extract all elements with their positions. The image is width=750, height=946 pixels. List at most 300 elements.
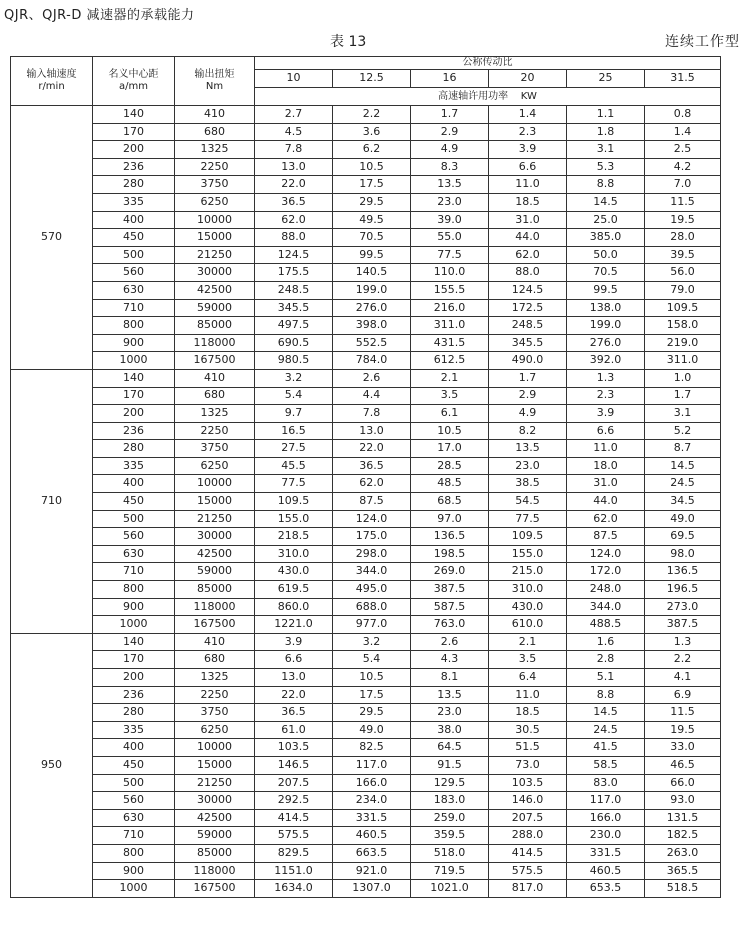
torque-cell: 6250 [175,193,255,211]
torque-cell: 680 [175,387,255,405]
table-row [11,633,721,651]
power-cell: 91.5 [411,756,489,774]
center-distance-cell: 400 [93,475,175,493]
power-cell: 2.1 [489,633,567,651]
power-cell: 921.0 [333,862,411,880]
power-cell: 155.0 [489,545,567,563]
power-cell: 2.6 [411,633,489,651]
power-cell: 1.8 [567,123,645,141]
power-cell: 158.0 [645,317,721,335]
power-cell: 495.0 [333,581,411,599]
power-cell: 93.0 [645,792,721,810]
power-cell: 1.3 [567,369,645,387]
power-cell: 36.5 [333,457,411,475]
power-cell: 460.5 [333,827,411,845]
torque-cell: 410 [175,633,255,651]
power-cell: 172.0 [567,563,645,581]
table-row [11,176,721,194]
power-cell: 653.5 [567,880,645,898]
power-cell: 575.5 [255,827,333,845]
power-cell: 288.0 [489,827,567,845]
power-cell: 39.0 [411,211,489,229]
power-cell: 1221.0 [255,616,333,634]
torque-header [175,57,255,106]
center-distance-cell: 500 [93,510,175,528]
power-cell: 69.5 [645,528,721,546]
power-cell: 331.5 [333,809,411,827]
power-cell: 829.5 [255,844,333,862]
power-cell: 3.9 [255,633,333,651]
power-cell: 5.4 [333,651,411,669]
power-cell: 3.5 [411,387,489,405]
power-cell: 3.6 [333,123,411,141]
power-cell: 276.0 [333,299,411,317]
table-row [11,844,721,862]
table-row [11,616,721,634]
center-distance-cell: 560 [93,792,175,810]
power-cell: 263.0 [645,844,721,862]
power-cell: 6.6 [489,158,567,176]
table-header [11,57,721,106]
power-cell: 103.5 [255,739,333,757]
power-cell: 2.1 [411,369,489,387]
power-cell: 23.0 [411,193,489,211]
power-cell: 1307.0 [333,880,411,898]
power-cell: 488.5 [567,616,645,634]
torque-cell: 30000 [175,792,255,810]
power-cell: 17.5 [333,176,411,194]
power-cell: 587.5 [411,598,489,616]
center-distance-cell: 710 [93,299,175,317]
center-label: 名义中心距 [108,68,159,80]
power-cell: 977.0 [333,616,411,634]
power-cell: 2.6 [333,369,411,387]
power-cell: 13.0 [255,158,333,176]
center-distance-cell: 400 [93,211,175,229]
torque-cell: 680 [175,651,255,669]
power-cell: 131.5 [645,809,721,827]
center-unit: a/mm [119,81,148,92]
power-cell: 14.5 [567,193,645,211]
torque-cell: 167500 [175,880,255,898]
power-cell: 2.5 [645,141,721,159]
power-cell: 431.5 [411,334,489,352]
power-cell: 248.5 [489,317,567,335]
power-label: 高速轴许用功率 KW [255,88,721,106]
power-cell: 6.2 [333,141,411,159]
table-row [11,334,721,352]
power-cell: 97.0 [411,510,489,528]
center-distance-cell: 800 [93,581,175,599]
power-cell: 5.1 [567,669,645,687]
center-distance-cell: 236 [93,686,175,704]
torque-unit: Nm [205,81,224,92]
power-cell: 18.5 [489,704,567,722]
torque-cell: 10000 [175,211,255,229]
power-cell: 3.2 [333,633,411,651]
torque-cell: 3750 [175,704,255,722]
power-cell: 218.5 [255,528,333,546]
power-cell: 155.5 [411,281,489,299]
center-distance-cell: 140 [93,633,175,651]
torque-cell: 118000 [175,598,255,616]
power-cell: 17.5 [333,686,411,704]
power-cell: 1.7 [411,106,489,124]
center-distance-cell: 170 [93,123,175,141]
power-cell: 3.5 [489,651,567,669]
center-distance-cell: 335 [93,457,175,475]
torque-cell: 10000 [175,475,255,493]
power-cell: 763.0 [411,616,489,634]
power-cell: 1634.0 [255,880,333,898]
power-cell: 11.0 [489,686,567,704]
table-row [11,756,721,774]
center-distance-cell: 450 [93,493,175,511]
power-cell: 663.5 [333,844,411,862]
power-cell: 39.5 [645,246,721,264]
power-cell: 13.0 [255,669,333,687]
power-cell: 155.0 [255,510,333,528]
power-cell: 24.5 [645,475,721,493]
power-cell: 196.5 [645,581,721,599]
speed-value: 710 [11,369,93,633]
power-cell: 22.0 [255,686,333,704]
center-distance-cell: 335 [93,721,175,739]
power-cell: 182.5 [645,827,721,845]
ratio-header: 10 [255,70,333,88]
table-row [11,106,721,124]
table-row [11,880,721,898]
table-row [11,862,721,880]
power-cell: 8.8 [567,176,645,194]
power-cell: 13.5 [411,686,489,704]
power-cell: 11.5 [645,704,721,722]
power-cell: 77.5 [255,475,333,493]
power-cell: 29.5 [333,193,411,211]
power-cell: 4.2 [645,158,721,176]
power-cell: 2.9 [489,387,567,405]
power-cell: 109.5 [255,493,333,511]
power-cell: 552.5 [333,334,411,352]
speed-label: 输入轴速度 [26,68,77,80]
table-row [11,211,721,229]
power-cell: 860.0 [255,598,333,616]
torque-cell: 30000 [175,528,255,546]
power-cell: 23.0 [489,457,567,475]
table-row [11,299,721,317]
power-cell: 298.0 [333,545,411,563]
power-cell: 140.5 [333,264,411,282]
power-cell: 1021.0 [411,880,489,898]
power-cell: 62.0 [489,246,567,264]
power-cell: 2.8 [567,651,645,669]
speed-value: 950 [11,633,93,897]
power-cell: 460.5 [567,862,645,880]
power-cell: 31.0 [567,475,645,493]
center-distance-cell: 710 [93,563,175,581]
power-cell: 7.8 [333,405,411,423]
power-cell: 38.0 [411,721,489,739]
power-cell: 518.5 [645,880,721,898]
center-distance-cell: 200 [93,141,175,159]
power-cell: 58.5 [567,756,645,774]
power-cell: 29.5 [333,704,411,722]
capacity-table [10,56,721,898]
table-row [11,123,721,141]
table-row [11,405,721,423]
power-cell: 385.0 [567,229,645,247]
power-cell: 87.5 [567,528,645,546]
table-row [11,545,721,563]
power-cell: 138.0 [567,299,645,317]
center-distance-cell: 450 [93,756,175,774]
power-cell: 0.8 [645,106,721,124]
power-cell: 183.0 [411,792,489,810]
center-distance-cell: 280 [93,176,175,194]
power-cell: 3.2 [255,369,333,387]
power-cell: 269.0 [411,563,489,581]
power-cell: 146.0 [489,792,567,810]
table-row [11,827,721,845]
torque-cell: 15000 [175,493,255,511]
power-cell: 109.5 [489,528,567,546]
power-cell: 518.0 [411,844,489,862]
power-cell: 7.0 [645,176,721,194]
power-cell: 61.0 [255,721,333,739]
power-cell: 24.5 [567,721,645,739]
power-cell: 54.5 [489,493,567,511]
torque-cell: 2250 [175,422,255,440]
power-cell: 13.5 [411,176,489,194]
power-cell: 7.8 [255,141,333,159]
power-cell: 6.6 [567,422,645,440]
torque-cell: 410 [175,369,255,387]
power-cell: 82.5 [333,739,411,757]
table-row [11,281,721,299]
power-cell: 4.3 [411,651,489,669]
power-cell: 68.5 [411,493,489,511]
table-row [11,739,721,757]
center-distance-cell: 400 [93,739,175,757]
torque-cell: 30000 [175,264,255,282]
power-cell: 5.4 [255,387,333,405]
power-cell: 4.1 [645,669,721,687]
power-cell: 690.5 [255,334,333,352]
power-cell: 248.5 [255,281,333,299]
power-cell: 117.0 [567,792,645,810]
ratio-header: 31.5 [645,70,721,88]
table-row [11,651,721,669]
power-cell: 45.5 [255,457,333,475]
power-cell: 387.5 [645,616,721,634]
table-row [11,246,721,264]
power-cell: 345.5 [255,299,333,317]
table-row [11,352,721,370]
power-cell: 46.5 [645,756,721,774]
power-cell: 22.0 [255,176,333,194]
power-cell: 117.0 [333,756,411,774]
power-cell: 19.5 [645,211,721,229]
torque-cell: 59000 [175,563,255,581]
power-cell: 146.5 [255,756,333,774]
power-cell: 124.0 [333,510,411,528]
power-cell: 11.5 [645,193,721,211]
power-cell: 311.0 [645,352,721,370]
table-row [11,528,721,546]
ratio-group-header: 公称传动比 [255,57,721,70]
power-cell: 66.0 [645,774,721,792]
power-cell: 79.0 [645,281,721,299]
torque-cell: 1325 [175,669,255,687]
center-distance-cell: 800 [93,317,175,335]
power-cell: 619.5 [255,581,333,599]
power-cell: 273.0 [645,598,721,616]
power-cell: 166.0 [333,774,411,792]
power-cell: 2.3 [567,387,645,405]
power-cell: 17.0 [411,440,489,458]
table-row [11,229,721,247]
power-cell: 3.9 [489,141,567,159]
power-cell: 36.5 [255,704,333,722]
power-cell: 129.5 [411,774,489,792]
table-row [11,422,721,440]
power-cell: 3.1 [567,141,645,159]
power-cell: 2.9 [411,123,489,141]
power-cell: 8.8 [567,686,645,704]
power-cell: 99.5 [333,246,411,264]
power-cell: 87.5 [333,493,411,511]
power-cell: 8.1 [411,669,489,687]
power-cell: 6.9 [645,686,721,704]
center-distance-cell: 236 [93,158,175,176]
power-cell: 259.0 [411,809,489,827]
ratio-header: 25 [567,70,645,88]
center-distance-cell: 236 [93,422,175,440]
torque-label: 输出扭矩 [194,68,235,80]
power-cell: 199.0 [333,281,411,299]
power-cell: 331.5 [567,844,645,862]
power-cell: 83.0 [567,774,645,792]
power-cell: 8.2 [489,422,567,440]
power-cell: 110.0 [411,264,489,282]
power-cell: 18.0 [567,457,645,475]
center-distance-cell: 630 [93,545,175,563]
power-cell: 13.0 [333,422,411,440]
power-cell: 136.5 [645,563,721,581]
power-cell: 980.5 [255,352,333,370]
torque-cell: 410 [175,106,255,124]
torque-cell: 2250 [175,686,255,704]
power-cell: 11.0 [489,176,567,194]
power-cell: 14.5 [645,457,721,475]
power-cell: 175.5 [255,264,333,282]
center-distance-cell: 900 [93,862,175,880]
center-distance-cell: 335 [93,193,175,211]
power-cell: 2.3 [489,123,567,141]
center-distance-cell: 140 [93,369,175,387]
power-cell: 124.5 [255,246,333,264]
table-row [11,598,721,616]
center-distance-cell: 560 [93,528,175,546]
center-distance-cell: 200 [93,405,175,423]
power-cell: 345.5 [489,334,567,352]
power-cell: 230.0 [567,827,645,845]
power-cell: 6.6 [255,651,333,669]
ratio-header: 12.5 [333,70,411,88]
power-cell: 44.0 [567,493,645,511]
power-cell: 1.1 [567,106,645,124]
table-type: 连续工作型 [665,34,740,50]
power-cell: 166.0 [567,809,645,827]
power-cell: 10.5 [333,158,411,176]
power-cell: 4.5 [255,123,333,141]
table-row [11,193,721,211]
power-cell: 2.2 [645,651,721,669]
torque-cell: 118000 [175,334,255,352]
power-cell: 22.0 [333,440,411,458]
torque-cell: 680 [175,123,255,141]
torque-cell: 59000 [175,827,255,845]
power-cell: 55.0 [411,229,489,247]
center-distance-cell: 560 [93,264,175,282]
power-cell: 497.5 [255,317,333,335]
power-cell: 8.7 [645,440,721,458]
power-cell: 1.3 [645,633,721,651]
power-cell: 2.2 [333,106,411,124]
power-cell: 430.0 [489,598,567,616]
power-cell: 344.0 [567,598,645,616]
power-cell: 88.0 [489,264,567,282]
power-cell: 414.5 [255,809,333,827]
power-cell: 34.5 [645,493,721,511]
power-cell: 10.5 [411,422,489,440]
power-cell: 16.5 [255,422,333,440]
power-cell: 19.5 [645,721,721,739]
power-cell: 215.0 [489,563,567,581]
speed-unit: r/min [38,81,65,92]
power-cell: 49.5 [333,211,411,229]
power-cell: 610.0 [489,616,567,634]
torque-cell: 85000 [175,844,255,862]
power-cell: 344.0 [333,563,411,581]
power-cell: 44.0 [489,229,567,247]
torque-cell: 15000 [175,229,255,247]
power-cell: 103.5 [489,774,567,792]
power-cell: 365.5 [645,862,721,880]
power-cell: 392.0 [567,352,645,370]
table-row [11,581,721,599]
power-cell: 234.0 [333,792,411,810]
table-row [11,387,721,405]
power-cell: 414.5 [489,844,567,862]
power-cell: 198.5 [411,545,489,563]
power-cell: 688.0 [333,598,411,616]
table-row [11,475,721,493]
power-cell: 199.0 [567,317,645,335]
torque-cell: 59000 [175,299,255,317]
power-cell: 1.4 [489,106,567,124]
power-cell: 8.3 [411,158,489,176]
power-cell: 359.5 [411,827,489,845]
table-row [11,158,721,176]
power-cell: 41.5 [567,739,645,757]
table-row [11,440,721,458]
power-cell: 4.9 [489,405,567,423]
torque-cell: 15000 [175,756,255,774]
speed-header [11,57,93,106]
power-cell: 18.5 [489,193,567,211]
power-cell: 28.5 [411,457,489,475]
